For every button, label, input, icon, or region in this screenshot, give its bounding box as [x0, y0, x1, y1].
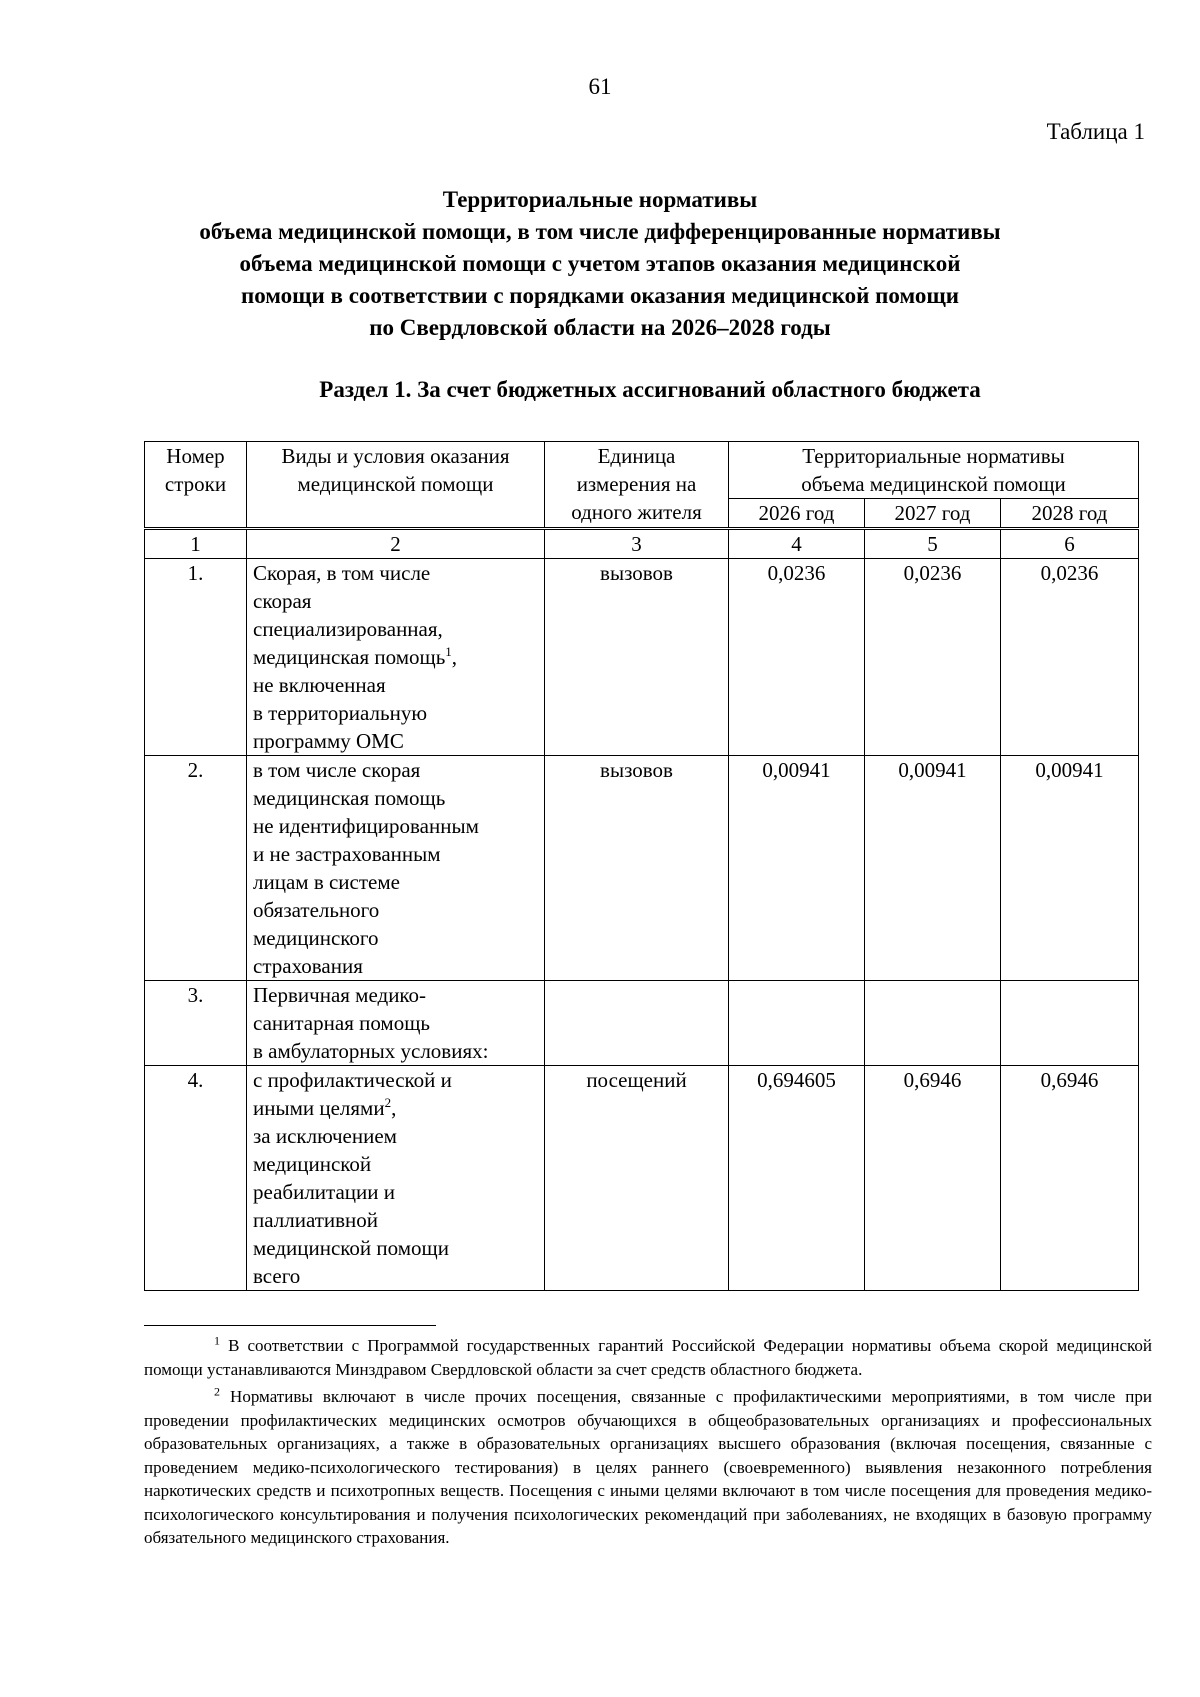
row-description: Скорая, в том числе скорая специализированная, медицинская помощь$^1$, не включенная в территориальную программу ОМС [247, 559, 545, 756]
table-row [145, 559, 1139, 756]
column-number: 5 [865, 530, 1001, 559]
row-unit: вызовов [545, 559, 729, 756]
footnotes [144, 1334, 1152, 1554]
table-label: Таблица 1 [1046, 119, 1145, 144]
row-value-2027: 0,0236 [865, 559, 1001, 756]
footnote: $^2$ Нормативы включают в числе прочих посещения, связанные с профилактическими мероприятиями, в том числе при проведении профилактических медицинских осмотров обучающихся в общеобразовательных организациях и профессиональных образовательных организациях, а также в образовательных организациях высшего образования (включая посещения, связанные с проведением медико-психологического тестирования) в целях раннего (своевременного) выявления незаконного потребления наркотических средств и психотропных веществ. Посещения с иными целями включают в том числе посещения для проведения медико-психологического консультирования и получения психологических рекомендаций при заболеваниях, не входящих в базовую программу обязательного медицинского страхования. [144, 1384, 1152, 1547]
title-line: помощи в соответствии с порядками оказания медицинской помощи [240, 283, 960, 308]
header-year-2028: 2028 год [1001, 499, 1139, 528]
row-value-2028 [1001, 981, 1139, 1066]
table-row [145, 1066, 1139, 1291]
row-description: Первичная медико- санитарная помощь в амбулаторных условиях: [247, 981, 545, 1066]
header-row-number: Номер строки [145, 442, 247, 528]
row-value-2028: 0,6946 [1001, 1066, 1139, 1291]
title-line: объема медицинской помощи с учетом этапов оказания медицинской [239, 251, 961, 276]
header-year-2027: 2027 год [865, 499, 1001, 528]
footnote: $^1$ В соответствии с Программой государственных гарантий Российской Федерации нормативы объема скорой медицинской помощи устанавливаются Минздравом Свердловской области за счет средств областного бюджета. [144, 1333, 1152, 1379]
row-number: 1. [145, 559, 247, 756]
title-line: Территориальные нормативы [442, 187, 758, 212]
column-number: 3 [545, 530, 729, 559]
header-unit: Единица измерения на одного жителя [545, 442, 729, 528]
row-value-2026 [729, 981, 865, 1066]
page-number: 61 [588, 74, 612, 99]
section-title: Раздел 1. За счет бюджетных ассигнований областного бюджета [319, 377, 981, 402]
row-value-2028: 0,0236 [1001, 559, 1139, 756]
header-norms: Территориальные нормативы объема медицинской помощи [729, 442, 1139, 499]
footnote-mark: 2 [214, 1384, 220, 1399]
title-line: по Свердловской области на 2026–2028 годы [369, 315, 831, 340]
column-number: 2 [247, 530, 545, 559]
row-value-2027: 0,00941 [865, 756, 1001, 981]
row-value-2027 [865, 981, 1001, 1066]
row-unit: вызовов [545, 756, 729, 981]
column-numbers-row [145, 530, 1139, 559]
header-year-2026: 2026 год [729, 499, 865, 528]
row-number: 4. [145, 1066, 247, 1291]
footnote-mark: 1 [214, 1333, 220, 1348]
column-number: 4 [729, 530, 865, 559]
column-number: 6 [1001, 530, 1139, 559]
row-value-2026: 0,694605 [729, 1066, 865, 1291]
header-kind: Виды и условия оказания медицинской помощи [247, 442, 545, 528]
footnote-separator [144, 1325, 436, 1326]
column-number: 1 [145, 530, 247, 559]
row-description: в том числе скорая медицинская помощь не идентифицированным и не застрахованным лицам в системе обязательного медицинского страхования [247, 756, 545, 981]
row-number: 3. [145, 981, 247, 1066]
footnote-ref: 2 [384, 1095, 392, 1110]
row-value-2028: 0,00941 [1001, 756, 1139, 981]
document-title [0, 184, 1200, 344]
row-value-2027: 0,6946 [865, 1066, 1001, 1291]
row-unit [545, 981, 729, 1066]
row-value-2026: 0,00941 [729, 756, 865, 981]
footnote-ref: 1 [445, 644, 452, 659]
table-row [145, 981, 1139, 1066]
row-value-2026: 0,0236 [729, 559, 865, 756]
table-row [145, 756, 1139, 981]
title-line: объема медицинской помощи, в том числе дифференцированные нормативы [199, 219, 1001, 244]
row-description: с профилактической и иными целями$^2$, за исключением медицинской реабилитации и паллиативной медицинской помощи всего [247, 1066, 545, 1291]
row-unit: посещений [545, 1066, 729, 1291]
table-header-row [145, 442, 1139, 499]
row-number: 2. [145, 756, 247, 981]
norms-table [144, 441, 1139, 1291]
